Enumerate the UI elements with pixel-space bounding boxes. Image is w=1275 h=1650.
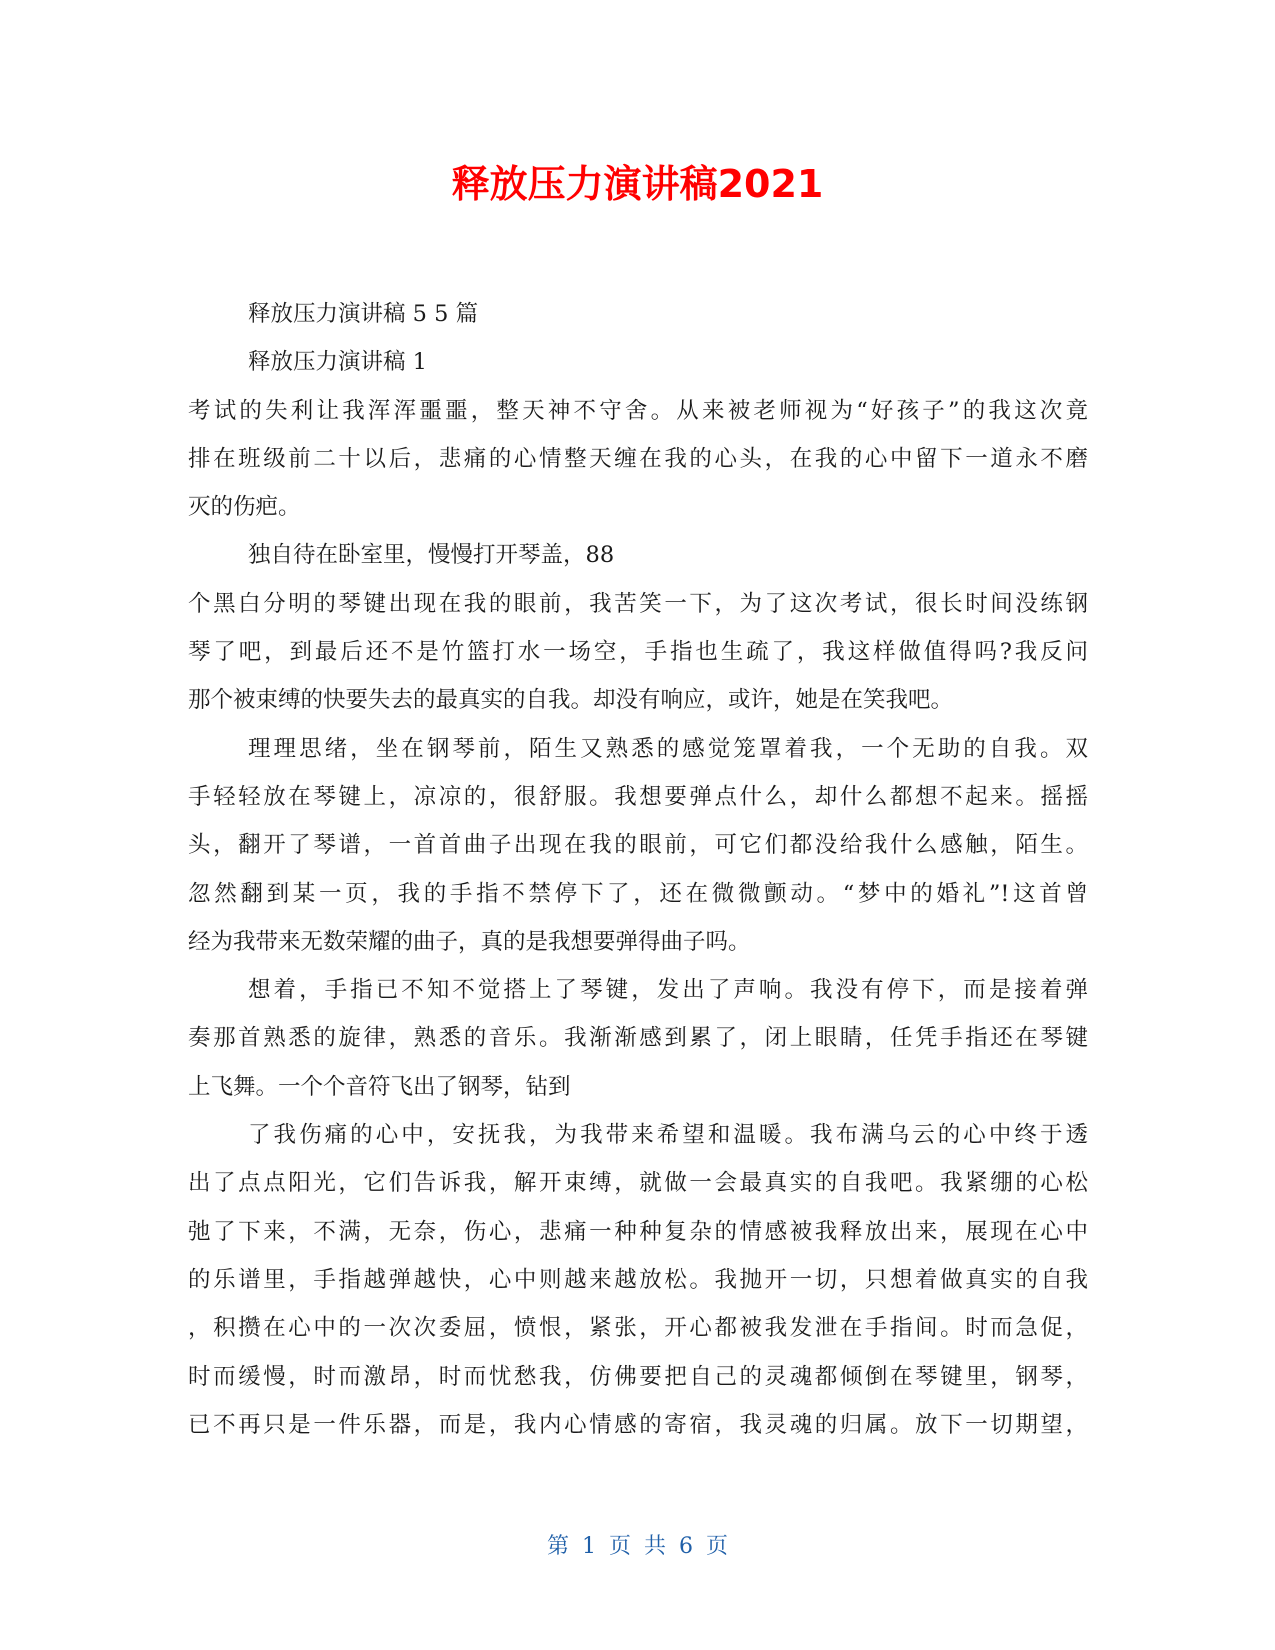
text-line: 个黑白分明的琴键出现在我的眼前，我苦笑一下，为了这次考试，很长时间没练钢	[188, 590, 1088, 617]
text-line: 奏那首熟悉的旋律，熟悉的音乐。我渐渐感到累了，闭上眼睛，任凭手指还在琴键	[188, 1025, 1088, 1052]
text-line: 忽然翻到某一页，我的手指不禁停下了，还在微微颤动。“梦中的婚礼”!这首曾	[188, 880, 1088, 907]
text-line: 理理思绪，坐在钢琴前，陌生又熟悉的感觉笼罩着我，一个无助的自我。双	[248, 735, 1088, 762]
text-line: 那个被束缚的快要失去的最真实的自我。却没有响应，或许，她是在笑我吧。	[188, 687, 954, 714]
text-line: 灭的伤疤。	[188, 494, 301, 521]
text-line: 时而缓慢，时而激昂，时而忧愁我，仿佛要把自己的灵魂都倾倒在琴键里，钢琴，	[188, 1363, 1088, 1390]
text-line: 考试的失利让我浑浑噩噩，整天神不守舍。从来被老师视为“好孩子”的我这次竟	[188, 397, 1088, 424]
text-line: 已不再只是一件乐器，而是，我内心情感的寄宿，我灵魂的归属。放下一切期望，	[188, 1411, 1088, 1438]
text-line: 经为我带来无数荣耀的曲子，真的是我想要弹得曲子吗。	[188, 928, 751, 955]
text-line: 琴了吧，到最后还不是竹篮打水一场空，手指也生疏了，我这样做值得吗?我反问	[188, 639, 1088, 666]
text-line: 独自待在卧室里，慢慢打开琴盖，88	[248, 542, 615, 569]
text-line: 头，翻开了琴谱，一首首曲子出现在我的眼前，可它们都没给我什么感触，陌生。	[188, 832, 1088, 859]
page-footer: 第 1 页 共 6 页	[547, 1534, 728, 1559]
text-line: 弛了下来，不满，无奈，伤心，悲痛一种种复杂的情感被我释放出来，展现在心中	[188, 1218, 1088, 1245]
document-body	[188, 290, 1088, 1449]
text-line: 出了点点阳光，它们告诉我，解开束缚，就做一会最真实的自我吧。我紧绷的心松	[188, 1170, 1088, 1197]
text-line: 手轻轻放在琴键上，凉凉的，很舒服。我想要弹点什么，却什么都想不起来。摇摇	[188, 783, 1088, 810]
document-title: 释放压力演讲稿2021	[451, 162, 824, 206]
text-line: 上飞舞。一个个音符飞出了钢琴，钻到	[188, 1073, 571, 1100]
text-line: 的乐谱里，手指越弹越快，心中则越来越放松。我抛开一切，只想着做真实的自我	[188, 1266, 1088, 1293]
text-line: 了我伤痛的心中，安抚我，为我带来希望和温暖。我布满乌云的心中终于透	[248, 1122, 1088, 1149]
text-line: 释放压力演讲稿 5 5 篇	[248, 301, 479, 327]
text-line: 想着，手指已不知不觉搭上了琴键，发出了声响。我没有停下，而是接着弹	[248, 977, 1088, 1004]
text-line: 排在班级前二十以后，悲痛的心情整天缠在我的心头，在我的心中留下一道永不磨	[188, 445, 1088, 472]
text-line: 释放压力演讲稿 1	[248, 349, 427, 376]
text-line: ，积攒在心中的一次次委屈，愤恨，紧张，开心都被我发泄在手指间。时而急促，	[188, 1315, 1088, 1342]
